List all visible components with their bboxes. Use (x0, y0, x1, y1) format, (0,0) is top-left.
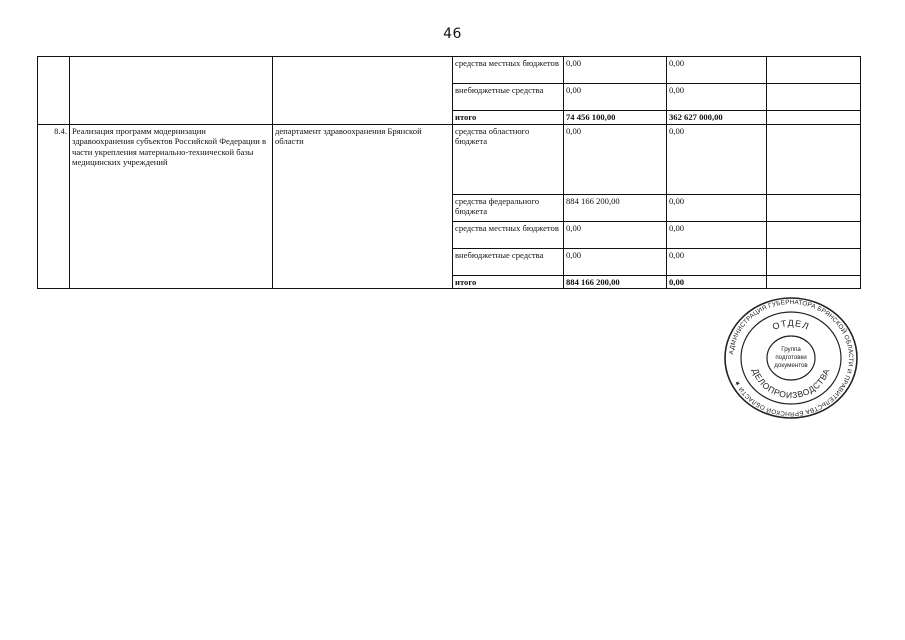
table-row (38, 57, 861, 84)
stamp-center-line-2: подготовки (775, 354, 807, 361)
cell-value-2: 0,00 (667, 57, 767, 84)
budget-table (37, 56, 861, 289)
cell-source: итого (453, 275, 564, 289)
cell-source: средства областного бюджета (453, 124, 564, 194)
cell-value-2: 0,00 (667, 221, 767, 248)
cell-value-2: 362 627 000,00 (667, 111, 767, 125)
stamp-center-line-3: документов (774, 362, 808, 369)
cell-value-2: 0,00 (667, 194, 767, 221)
cell-empty (767, 124, 861, 194)
page-number: 46 (443, 26, 462, 42)
cell-empty (767, 248, 861, 275)
cell-value-2: 0,00 (667, 248, 767, 275)
cell-empty (767, 57, 861, 84)
cell-source: средства местных бюджетов (453, 221, 564, 248)
cell-value-1: 884 166 200,00 (564, 194, 667, 221)
cell-value-1: 0,00 (564, 221, 667, 248)
cell-empty (767, 111, 861, 125)
cell-name: Реализация программ модернизации здравоохранения субъектов Российской Федерации в части укрепления материально-технической базы медицинских учреждений (70, 124, 273, 289)
cell-value-1: 0,00 (564, 124, 667, 194)
cell-value-1: 884 166 200,00 (564, 275, 667, 289)
cell-empty (767, 275, 861, 289)
svg-text:ДЕЛОПРОИЗВОДСТВА (750, 367, 831, 400)
cell-source: итого (453, 111, 564, 125)
stamp-center-line-1: Группа (781, 346, 801, 353)
cell-value-2: 0,00 (667, 124, 767, 194)
cell-value-2: 0,00 (667, 84, 767, 111)
table-row (38, 124, 861, 194)
cell-executor: департамент здравоохранения Брянской области (273, 124, 453, 289)
svg-text:ОТДЕЛ (771, 318, 811, 332)
cell-value-2: 0,00 (667, 275, 767, 289)
cell-executor (273, 57, 453, 125)
office-stamp (723, 296, 859, 420)
cell-empty (767, 221, 861, 248)
cell-source: внебюджетные средства (453, 84, 564, 111)
cell-number (38, 57, 70, 125)
stamp-top-text: ОТДЕЛ (771, 317, 812, 332)
cell-source: внебюджетные средства (453, 248, 564, 275)
stamp-outer-text: АДМИНИСТРАЦИЯ ГУБЕРНАТОРА БРЯНСКОЙ ОБЛАСТИ И ПРАВИТЕЛЬСТВА БРЯНСКОЙ ОБЛАСТИ ★ (728, 298, 855, 418)
cell-value-1: 74 456 100,00 (564, 111, 667, 125)
cell-source: средства федерального бюджета (453, 194, 564, 221)
cell-source: средства местных бюджетов (453, 57, 564, 84)
cell-value-1: 0,00 (564, 84, 667, 111)
cell-number: 8.4. (38, 124, 70, 289)
cell-value-1: 0,00 (564, 248, 667, 275)
cell-value-1: 0,00 (564, 57, 667, 84)
cell-empty (767, 194, 861, 221)
cell-name (70, 57, 273, 125)
cell-empty (767, 84, 861, 111)
stamp-bottom-text: ДЕЛОПРОИЗВОДСТВА (750, 367, 832, 401)
